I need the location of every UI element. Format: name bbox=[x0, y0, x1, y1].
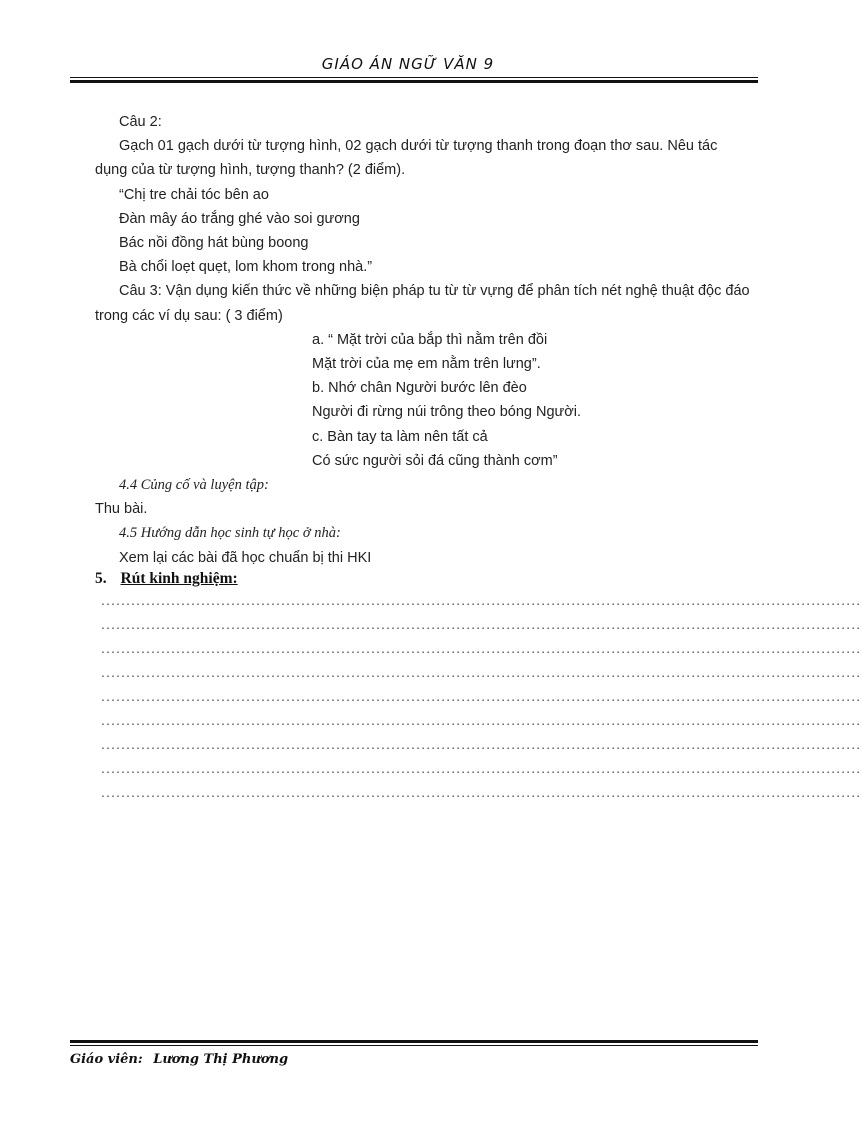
footer-teacher-name: Lương Thị Phương bbox=[153, 1052, 289, 1067]
footer-teacher-label: Giáo viên: bbox=[70, 1052, 143, 1067]
question-2-label: Câu 2: bbox=[119, 114, 162, 130]
collect-work-text: Thu bài. bbox=[95, 501, 148, 518]
section-5-heading bbox=[95, 570, 238, 588]
question-2-instruction: Gạch 01 gạch dưới từ tượng hình, 02 gạch dưới từ tượng thanh trong đoạn thơ sau. Nêu tác dụng của từ tượng hình, tượng thanh? (2 điểm). bbox=[95, 138, 718, 179]
dotted-line: ........................................................................................................................................................ bbox=[100, 598, 860, 609]
dotted-line: ........................................................................................................................................................ bbox=[100, 742, 860, 753]
section-5-title: Rút kinh nghiệm: bbox=[120, 570, 238, 587]
page-footer bbox=[70, 1052, 288, 1067]
example-line: Người đi rừng núi trông theo bóng Người. bbox=[312, 404, 582, 421]
poem-line: Bà chổi loẹt quẹt, lom khom trong nhà.” bbox=[119, 259, 373, 276]
question-3-text: Câu 3: Vận dụng kiến thức về những biện pháp tu từ từ vựng để phân tích nét nghệ thuật độc đáo trong các ví dụ sau: ( 3 điểm) bbox=[95, 283, 750, 324]
header-rule-thick bbox=[70, 80, 758, 83]
example-line: a. “ Mặt trời của bắp thì nằm trên đồi bbox=[312, 331, 548, 348]
footer-rule-thick bbox=[70, 1040, 758, 1043]
review-instruction: Xem lại các bài đã học chuẩn bị thi HKI bbox=[119, 549, 372, 566]
document-body bbox=[95, 110, 750, 570]
notes-dotted-lines bbox=[100, 594, 860, 810]
dotted-line: ........................................................................................................................................................ bbox=[100, 790, 860, 801]
header-rule-thin bbox=[70, 77, 758, 78]
section-5-number: 5. bbox=[95, 570, 107, 587]
poem-line: Đàn mây áo trắng ghé vào soi gương bbox=[119, 210, 360, 227]
dotted-line: ........................................................................................................................................................ bbox=[100, 694, 860, 705]
dotted-line: ........................................................................................................................................................ bbox=[100, 718, 860, 729]
example-line: c. Bàn tay ta làm nên tất cả bbox=[312, 428, 488, 445]
section-4-5-heading: 4.5 Hướng dẫn học sinh tự học ở nhà: bbox=[119, 525, 341, 542]
dotted-line: ........................................................................................................................................................ bbox=[100, 622, 860, 633]
example-line: Mặt trời của mẹ em nằm trên lưng”. bbox=[312, 356, 541, 373]
poem-line: Bác nồi đồng hát bùng boong bbox=[119, 235, 309, 252]
dotted-line: ........................................................................................................................................................ bbox=[100, 766, 860, 777]
dotted-line: ........................................................................................................................................................ bbox=[100, 646, 860, 657]
footer-rule-thin bbox=[70, 1045, 758, 1046]
section-4-4-heading: 4.4 Củng cố và luyện tập: bbox=[119, 477, 269, 494]
example-line: b. Nhớ chân Người bước lên đèo bbox=[312, 380, 527, 397]
page-header-title: GIÁO ÁN NGỮ VĂN 9 bbox=[321, 55, 495, 73]
dotted-line: ........................................................................................................................................................ bbox=[100, 670, 860, 681]
example-line: Có sức người sỏi đá cũng thành cơm” bbox=[312, 452, 558, 469]
poem-line: “Chị tre chải tóc bên ao bbox=[119, 186, 269, 203]
